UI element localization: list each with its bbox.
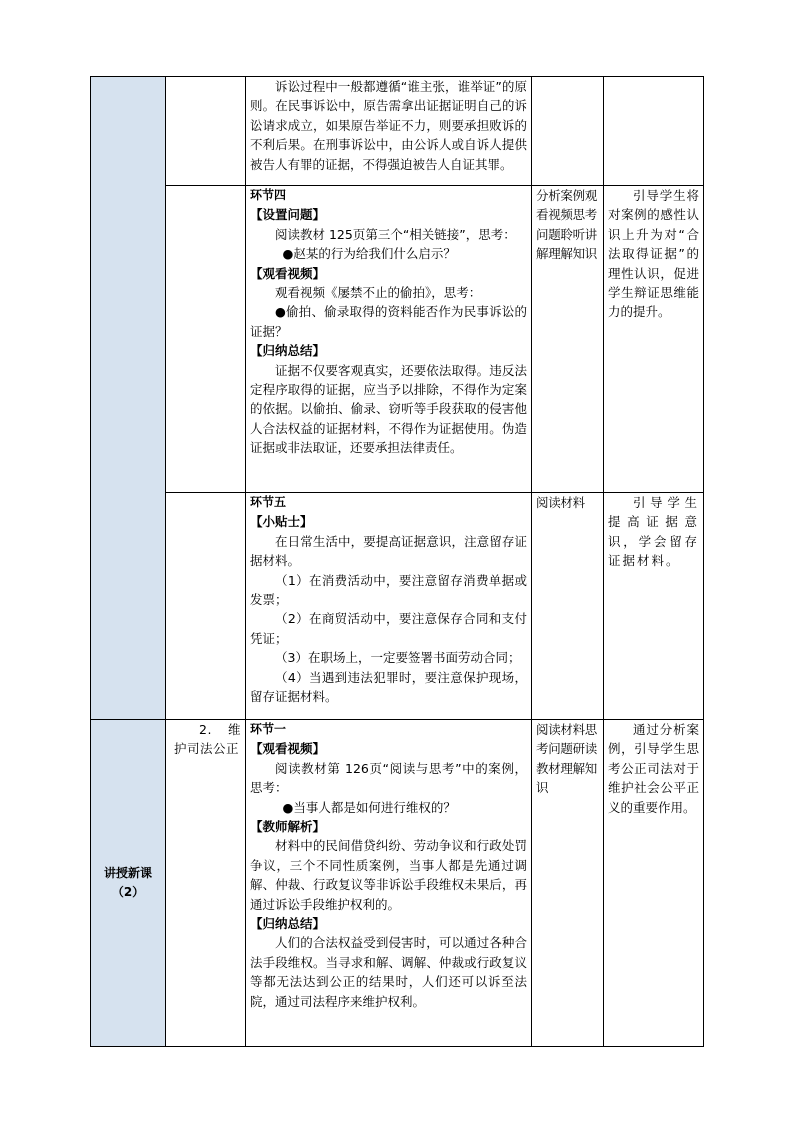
activity-cell: 阅读材料 (532, 493, 604, 720)
content-cell (246, 720, 532, 1047)
content-cell (246, 493, 532, 720)
stage-title: 环节五 (250, 495, 287, 509)
activity-cell: 阅读材料思考问题研读教材理解知识 (532, 720, 604, 1047)
content-cell (246, 186, 532, 493)
purpose-cell: 引导学生将对案例的感性认识上升为对“合法取得证据”的理性认识，促进学生辩证思维能力的提升。 (604, 186, 704, 493)
content-paragraph: 证据不仅要客观真实，还要依法取得。违反法定程序取得的证据，应当予以排除，不得作为定案的依据。以偷拍、偷录、窃听等手段获取的侵害他人合法权益的证据材料，不得作为证据使用。伪造证据或非法取证，还要承担法律责任。 (250, 362, 527, 456)
purpose-cell: 引导学生提高证据意识，学会留存证据材料。 (604, 493, 704, 720)
block-heading: 【小贴士】 (250, 514, 313, 530)
activity-cell: 分析案例观看视频思考问题聆听讲解理解知识 (532, 186, 604, 493)
block-heading: 【教师解析】 (250, 819, 326, 835)
topic-cell-empty (166, 186, 246, 493)
question-bullet: ●赵某的行为给我们什么启示？ (282, 246, 456, 262)
content-paragraph: 人们的合法权益受到侵害时，可以通过各种合法手段维权。当寻求和解、调解、仲裁或行政复议等都无法达到公正的结果时，人们还可以诉至法院，通过司法程序来维护权利。 (250, 935, 527, 1009)
purpose-cell-empty (604, 77, 704, 186)
block-heading: 【归纳总结】 (250, 916, 326, 932)
content-paragraph: 观看视频《屡禁不止的偷拍》，思考： (275, 285, 482, 301)
table-row-stage-5 (91, 493, 704, 720)
topic-title: 2. 维护司法公正 (174, 722, 241, 757)
list-item: （4）当遇到违法犯罪时，要注意保护现场，留存证据材料。 (250, 669, 527, 705)
list-item: （3）在职场上，一定要签署书面劳动合同； (275, 650, 521, 666)
section-number: （2） (111, 885, 145, 899)
topic-cell-empty (166, 77, 246, 186)
content-paragraph: 在日常生活中，要提高证据意识，注意留存证据材料。 (250, 533, 527, 569)
block-heading: 【观看视频】 (250, 741, 326, 757)
section-label: 讲授新课 (103, 865, 152, 880)
block-heading: 【归纳总结】 (250, 343, 326, 359)
topic-cell-empty (166, 493, 246, 720)
content-cell (246, 77, 532, 186)
content-paragraph: 诉讼过程中一般都遵循“谁主张，谁举证”的原则。在民事诉讼中，原告需拿出证据证明自己的诉讼请求成立，如果原告举证不力，则要承担败诉的不利后果。在刑事诉讼中，由公诉人或自诉人提供被告人有罪的证据，不得强迫被告人自证其罪。 (250, 79, 527, 172)
content-paragraph: 阅读教材第 126页“阅读与思考”中的案例，思考： (250, 760, 527, 796)
activity-cell-empty (532, 77, 604, 186)
question-bullet: ●偷拍、偷录取得的资料能否作为民事诉讼的证据？ (250, 304, 527, 339)
section-label-cell (91, 720, 166, 1047)
block-heading: 【观看视频】 (250, 265, 326, 281)
content-paragraph: 阅读教材 125页第三个“相关链接”，思考： (275, 226, 516, 242)
stage-title: 环节一 (250, 722, 287, 736)
list-item: （2）在商贸活动中，要注意保存合同和支付凭证； (250, 611, 527, 646)
lesson-plan-table (90, 76, 704, 1047)
topic-cell (166, 720, 246, 1047)
stage-title: 环节四 (250, 188, 287, 202)
content-paragraph: 材料中的民间借贷纠纷、劳动争议和行政处罚争议，三个不同性质案例，当事人都是先通过调解、仲裁、行政复议等非诉讼手段维权未果后，再通过诉讼手段维护权利的。 (250, 838, 527, 912)
purpose-cell: 通过分析案例，引导学生思考公正司法对于维护社会公平正义的重要作用。 (604, 720, 704, 1047)
table-row-continued (91, 77, 704, 186)
question-bullet: ●当事人都是如何进行维权的？ (282, 799, 456, 815)
table-row-stage-4 (91, 186, 704, 493)
list-item: （1）在消费活动中，要注意留存消费单据或发票； (250, 572, 527, 608)
section-cell-empty (91, 77, 166, 720)
table-row-section-2 (91, 720, 704, 1047)
block-heading: 【设置问题】 (250, 207, 326, 223)
